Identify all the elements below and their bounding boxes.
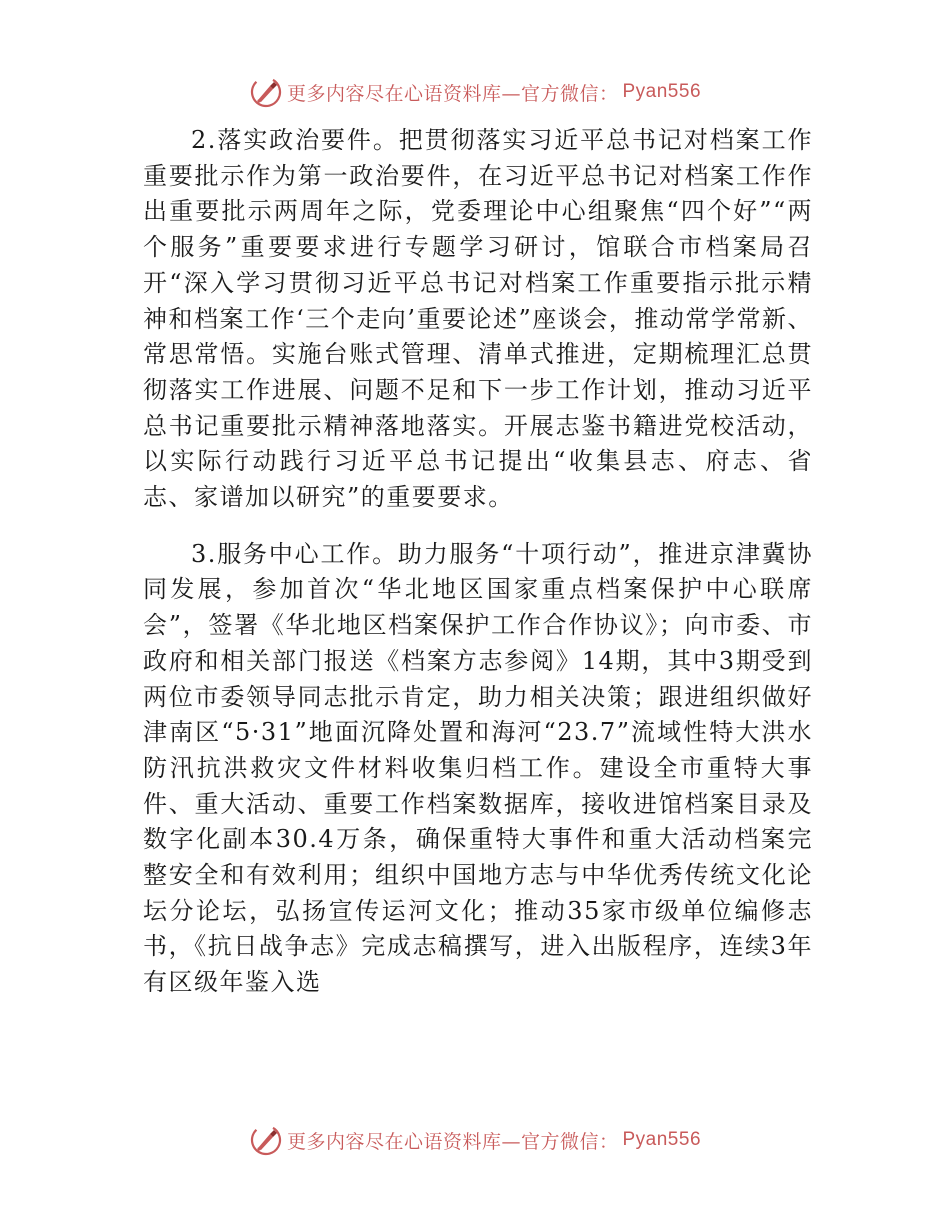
footer-watermark (0, 1120, 950, 1160)
watermark-handle: Pyan556 (622, 1129, 702, 1150)
pen-logo-icon (249, 1123, 283, 1157)
watermark-handle: Pyan556 (622, 81, 702, 102)
watermark-text: 更多内容尽在心语资料库—官方微信： (286, 1130, 619, 1153)
pen-logo-icon (249, 75, 283, 109)
document-body (143, 123, 813, 1001)
watermark-text: 更多内容尽在心语资料库—官方微信： (286, 82, 619, 105)
header-watermark (0, 72, 950, 112)
paragraph-3-serve-central-work: 3.服务中心工作。助力服务“十项行动”，推进京津冀协同发展，参加首次“华北地区国家重点档案保护中心联席会”，签署《华北地区档案保护工作合作协议》；向市委、市政府和相关部门报送《档案方志参阅》14期，其中3期受到两位市委领导同志批示肯定，助力相关决策；跟进组织做好津南区“5·31”地面沉降处置和海河“23.7”流域性特大洪水防汛抗洪救灾文件材料收集归档工作。建设全市重特大事件、重大活动、重要工作档案数据库，接收进馆档案目录及数字化副本30.4万条，确保重特大事件和重大活动档案完整安全和有效利用；组织中国地方志与中华优秀传统文化论坛分论坛，弘扬宣传运河文化；推动35家市级单位编修志书，《抗日战争志》完成志稿撰写，进入出版程序，连续3年有区级年鉴入选 (143, 539, 813, 997)
paragraph-2-implement-political-requirements: 2.落实政治要件。把贯彻落实习近平总书记对档案工作重要批示作为第一政治要件，在习近平总书记对档案工作作出重要批示两周年之际，党委理论中心组聚焦“四个好”“两个服务”重要要求进行专题学习研讨，馆联合市档案局召开“深入学习贯彻习近平总书记对档案工作重要指示批示精神和档案工作‘三个走向’重要论述”座谈会，推动常学常新、常思常悟。实施台账式管理、清单式推进，定期梳理汇总贯彻落实工作进展、问题不足和下一步工作计划，推动习近平总书记重要批示精神落地落实。开展志鉴书籍进党校活动，以实际行动践行习近平总书记提出“收集县志、府志、省志、家谱加以研究”的重要要求。 (143, 126, 813, 512)
